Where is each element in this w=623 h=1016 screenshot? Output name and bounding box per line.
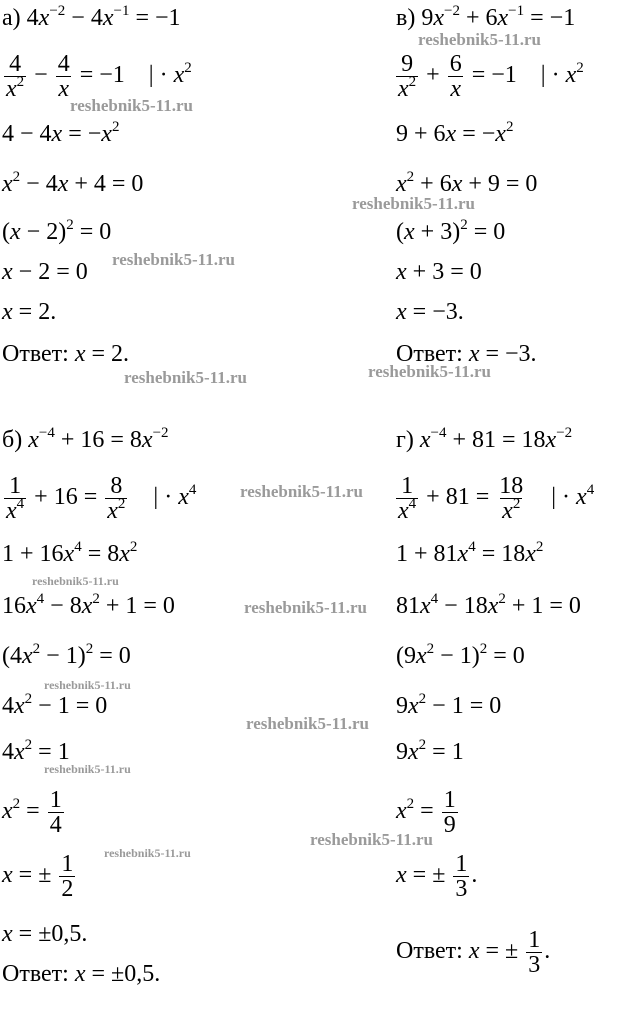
problem-g-step-fraction: $\frac{1}{x^4}$ + 81 = $\frac{18}{x^2}$ | · $x^4$ — [398, 473, 595, 524]
problem-b-step-7: $x^2$ = $\frac{1}{4}$ — [2, 787, 62, 838]
problem-b-step-9: x = ±0,5. — [2, 921, 88, 947]
problem-g-step-3: $81x^4 - 18x^2 + 1 = 0$ — [396, 591, 581, 619]
problem-b-label: б) — [2, 427, 23, 453]
problem-g-step-5: $9x^2 - 1 = 0$ — [396, 691, 502, 719]
watermark: reshebnik5-11.ru — [32, 574, 119, 588]
problem-b-answer: Ответ: x = ±0,5. — [2, 961, 161, 987]
watermark: reshebnik5-11.ru — [70, 96, 193, 115]
watermark: reshebnik5-11.ru — [240, 482, 363, 501]
problem-a-step-3: $x^2 - 4x + 4 = 0$ — [2, 169, 144, 197]
problem-b-step-5: $4x^2 - 1 = 0$ — [2, 691, 108, 719]
problem-b-step-4: $(4x^2 - 1)^2 = 0$ — [2, 641, 131, 669]
watermark: reshebnik5-11.ru — [310, 830, 433, 849]
problem-v-step-6: x = −3. — [396, 299, 464, 325]
watermark: reshebnik5-11.ru — [104, 846, 191, 860]
problem-v-equation: в) $9x^{-2} + 6x^{-1} = -1$ — [396, 3, 576, 31]
problem-v-answer: Ответ: x = −3. — [396, 341, 537, 367]
watermark: reshebnik5-11.ru — [418, 30, 541, 49]
problem-a-answer: Ответ: x = 2. — [2, 341, 130, 367]
problem-a-step-fraction: $\frac{4}{x^2}$ − $\frac{4}{x}$ = −1 | · $x^2$ — [6, 51, 192, 102]
problem-a-step-4: $(x - 2)^2 = 0$ — [2, 217, 112, 245]
problem-g-step-6: $9x^2 = 1$ — [396, 737, 464, 765]
watermark: reshebnik5-11.ru — [352, 194, 475, 213]
answer-word: Ответ: — [2, 961, 69, 987]
problem-b-step-2: $1 + 16x^4 = 8x^2$ — [2, 539, 138, 567]
answer-word: Ответ: — [396, 341, 463, 367]
watermark: reshebnik5-11.ru — [44, 762, 131, 776]
watermark: reshebnik5-11.ru — [44, 678, 131, 692]
problem-b-equation: б) $x^{-4} + 16 = 8x^{-2}$ — [2, 425, 169, 453]
watermark: reshebnik5-11.ru — [246, 714, 369, 733]
problem-g-step-4: $(9x^2 - 1)^2 = 0$ — [396, 641, 525, 669]
problem-a-step-5: x − 2 = 0 — [2, 259, 88, 285]
problem-a-step-2: $4 - 4x = -x^2$ — [2, 119, 120, 147]
problem-v-step-4: $(x + 3)^2 = 0$ — [396, 217, 506, 245]
problem-a-label: а) — [2, 5, 21, 31]
watermark: reshebnik5-11.ru — [244, 598, 367, 617]
problem-b-step-3: $16x^4 - 8x^2 + 1 = 0$ — [2, 591, 175, 619]
problem-g-step-7: $x^2$ = $\frac{1}{9}$ — [396, 787, 456, 838]
problem-g-step-2: $1 + 81x^4 = 18x^2$ — [396, 539, 544, 567]
watermark: reshebnik5-11.ru — [112, 250, 235, 269]
problem-v-label: в) — [396, 5, 416, 31]
problem-g-answer: Ответ: x = ± $\frac{1}{3}$ . — [396, 927, 551, 978]
watermark: reshebnik5-11.ru — [368, 362, 491, 381]
problem-b-step-6: $4x^2 = 1$ — [2, 737, 70, 765]
answer-word: Ответ: — [2, 341, 69, 367]
problem-a-step-6: x = 2. — [2, 299, 57, 325]
problem-g-label: г) — [396, 427, 414, 453]
problem-v-step-2: $9 + 6x = -x^2$ — [396, 119, 514, 147]
problem-a-equation: а) $4x^{-2} - 4x^{-1} = -1$ — [2, 3, 181, 31]
problem-g-equation: г) $x^{-4} + 81 = 18x^{-2}$ — [396, 425, 573, 453]
problem-b-step-fraction: $\frac{1}{x^4}$ + 16 = $\frac{8}{x^2}$ | · $x^4$ — [6, 473, 197, 524]
problem-b-step-8: x = ± $\frac{1}{2}$ — [2, 851, 74, 902]
problem-v-step-5: x + 3 = 0 — [396, 259, 482, 285]
answer-word: Ответ: — [396, 938, 463, 965]
problem-v-step-fraction: $\frac{9}{x^2}$ + $\frac{6}{x}$ = −1 | · $x^2$ — [398, 51, 584, 102]
problem-v-step-3: $x^2 + 6x + 9 = 0$ — [396, 169, 538, 197]
problem-g-step-8: x = ± $\frac{1}{3}$ . — [396, 851, 478, 902]
watermark: reshebnik5-11.ru — [124, 368, 247, 387]
